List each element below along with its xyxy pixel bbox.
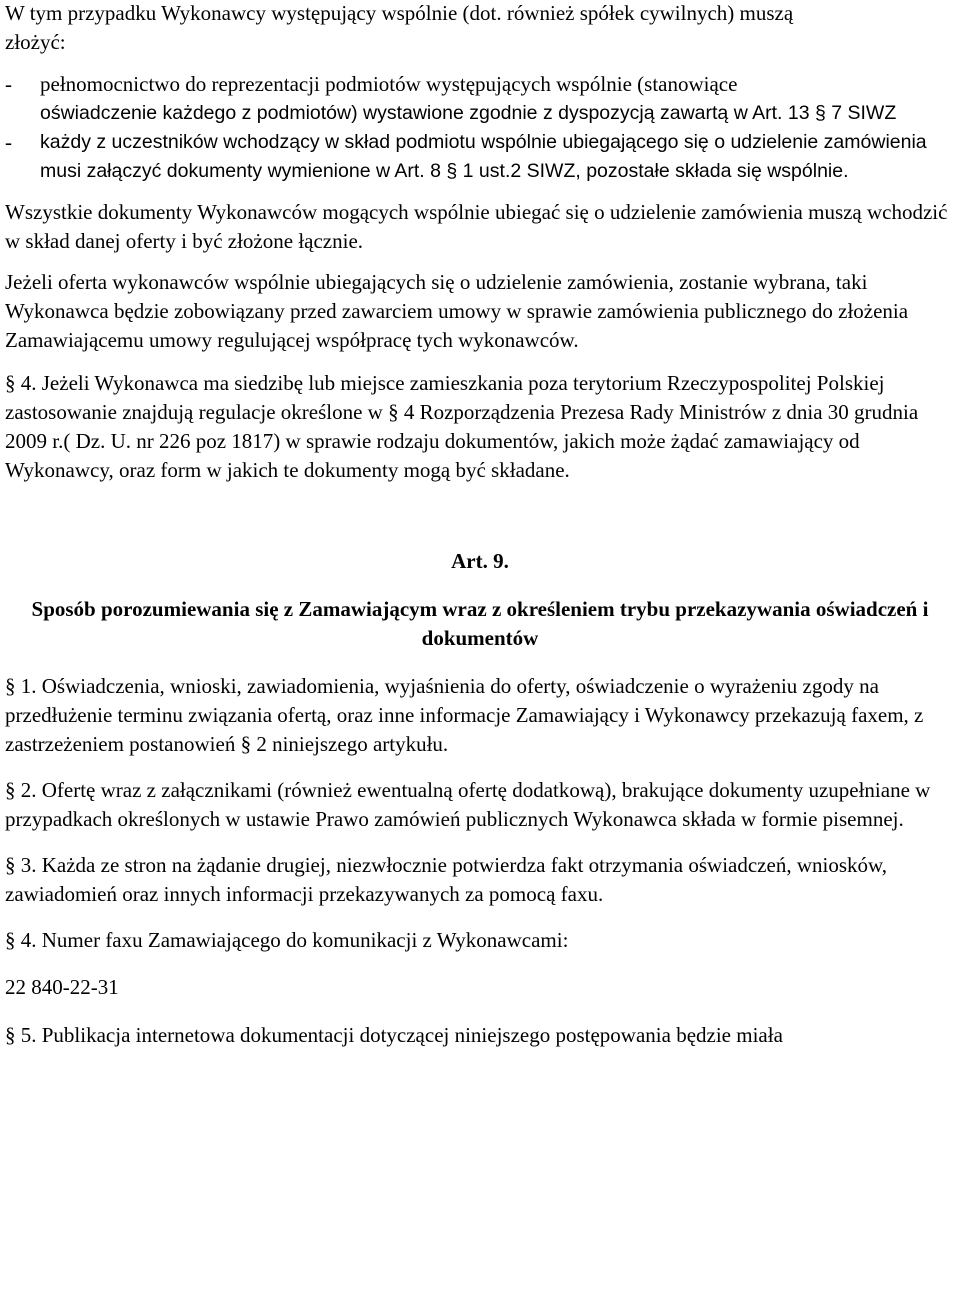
list-item <box>5 70 955 128</box>
article-number: Art. 9. <box>451 549 509 573</box>
requirements-list <box>5 70 955 186</box>
paragraph-section-4: § 4. Jeżeli Wykonawca ma siedzibę lub miejsce zamieszkania poza terytorium Rzeczypospolitej Polskiej zastosowanie znajdują regulacje określone w § 4 Rozporządzenia Prezesa Rady Ministrów z dnia 30 grudnia 2009 r.( Dz. U. nr 226 poz 1817) w sprawie rodzaju dokumentów, jakich może żądać zamawiający od Wykonawcy, oraz form w jakich te dokumenty mogą być składane. <box>5 371 919 482</box>
paragraph-joint-documents: Wszystkie dokumenty Wykonawców mogących wspólnie ubiegać się o udzielenie zamówienia muszą wchodzić w skład danej oferty i być złożone łącznie. <box>5 200 948 253</box>
list-item-2-text: każdy z uczestników wchodzący w skład podmiotu wspólnie ubiegającego się o udzielenie zamówienia musi załączyć dokumenty wymienione w Art. 8 § 1 ust.2 SIWZ, pozostałe składa się wspólnie. <box>40 131 927 182</box>
article-title: Sposób porozumiewania się z Zamawiającym wraz z określeniem trybu przekazywania oświadczeń i dokumentów <box>31 597 929 650</box>
document-page <box>5 0 955 1310</box>
fax-number: 22 840-22-31 <box>5 975 119 999</box>
paragraph-selected-offer: Jeżeli oferta wykonawców wspólnie ubiegających się o udzielenie zamówienia, zostanie wybrana, taki Wykonawca będzie zobowiązany przed zawarciem umowy w sprawie zamówienia publicznego do złożenia Zamawiającemu umowy regulującej współpracę tych wykonawców. <box>5 270 909 352</box>
list-item-1-line-2: oświadczenie każdego z podmiotów) wystawione zgodnie z dyspozycją zawartą w Art. 13 § 7 SIWZ <box>40 102 897 124</box>
section-4: § 4. Numer faxu Zamawiającego do komunikacji z Wykonawcami: <box>5 928 569 952</box>
list-bullet: - <box>5 72 12 96</box>
intro-line-1: W tym przypadku Wykonawcy występujący wspólnie (dot. również spółek cywilnych) muszą <box>5 1 794 25</box>
section-3: § 3. Każda ze stron na żądanie drugiej, niezwłocznie potwierdza fakt otrzymania oświadczeń, wniosków, zawiadomień oraz innych informacji przekazywanych za pomocą faxu. <box>5 853 888 906</box>
section-2: § 2. Ofertę wraz z załącznikami (również ewentualną ofertę dodatkową), brakujące dokumenty uzupełniane w przypadkach określonych w ustawie Prawo zamówień publicznych Wykonawca składa w formie pisemnej. <box>5 778 931 831</box>
section-1: § 1. Oświadczenia, wnioski, zawiadomienia, wyjaśnienia do oferty, oświadczenie o wyrażeniu zgody na przedłużenie terminu związania ofertą, oraz inne informacje Zamawiający i Wykonawcy przekazują faxem, z zastrzeżeniem postanowień § 2 niniejszego artykułu. <box>5 674 924 756</box>
section-5: § 5. Publikacja internetowa dokumentacji dotyczącej niniejszego postępowania będzie miała <box>5 1023 783 1047</box>
intro-line-2: złożyć: <box>5 30 66 54</box>
list-item-1-line-1: pełnomocnictwo do reprezentacji podmiotów występujących wspólnie (stanowiące <box>40 72 738 96</box>
list-bullet: - <box>5 130 12 154</box>
list-item <box>5 128 955 186</box>
